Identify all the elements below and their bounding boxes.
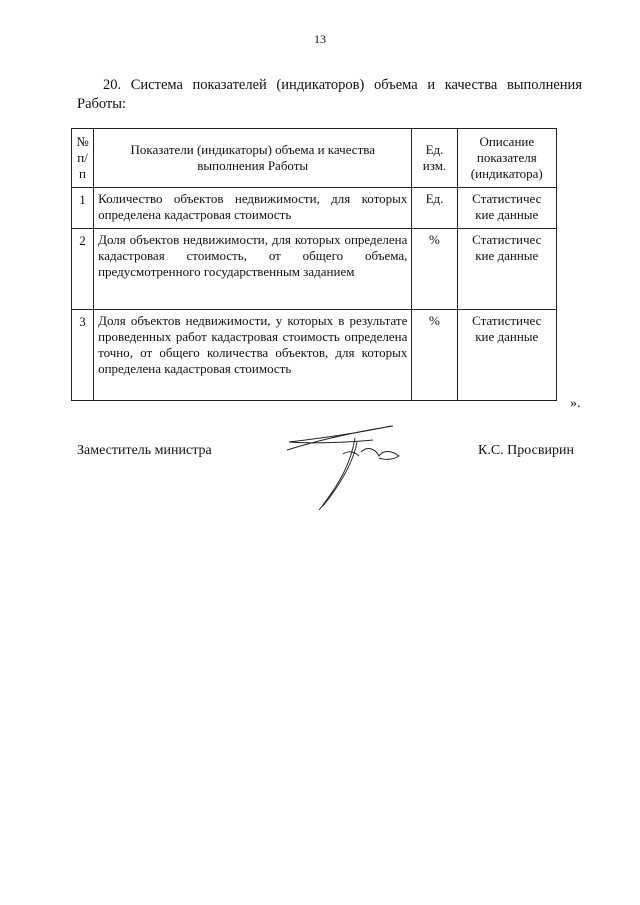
row-unit: %	[412, 229, 457, 310]
closing-quote: ».	[570, 396, 581, 411]
row-unit: Ед.	[412, 188, 457, 229]
signatory-name: К.С. Просвирин	[478, 443, 574, 458]
indicators-table	[71, 128, 557, 401]
header-unit: Ед. изм.	[412, 129, 457, 188]
table-row	[72, 188, 557, 229]
table-row	[72, 229, 557, 310]
row-num: 1	[72, 188, 94, 229]
header-desc: Описание показателя (индикатора)	[457, 129, 556, 188]
row-indicator-name: Доля объектов недвижимости, у которых в результате проведенных работ кадастровая стоимость определена точно, от общего количества объектов, для которых определена кадастровая стоимость	[94, 310, 412, 401]
row-description: Статистичес кие данные	[457, 188, 556, 229]
table-row	[72, 310, 557, 401]
header-num: № п/п	[72, 129, 94, 188]
section-heading-text: 20. Система показателей (индикаторов) объема и качества выполнения Работы:	[77, 77, 582, 112]
row-description: Статистичес кие данные	[457, 310, 556, 401]
handwritten-signature	[283, 412, 413, 512]
row-description: Статистичес кие данные	[457, 229, 556, 310]
row-unit: %	[412, 310, 457, 401]
page-number: 13	[314, 32, 326, 46]
row-num: 2	[72, 229, 94, 310]
header-name: Показатели (индикаторы) объема и качества выполнения Работы	[94, 129, 412, 188]
row-indicator-name: Количество объектов недвижимости, для которых определена кадастровая стоимость	[94, 188, 412, 229]
row-num: 3	[72, 310, 94, 401]
table-header-row	[72, 129, 557, 188]
row-indicator-name: Доля объектов недвижимости, для которых определена кадастровая стоимость, от общего объема, предусмотренного государственным заданием	[94, 229, 412, 310]
signatory-position: Заместитель министра	[77, 443, 212, 458]
